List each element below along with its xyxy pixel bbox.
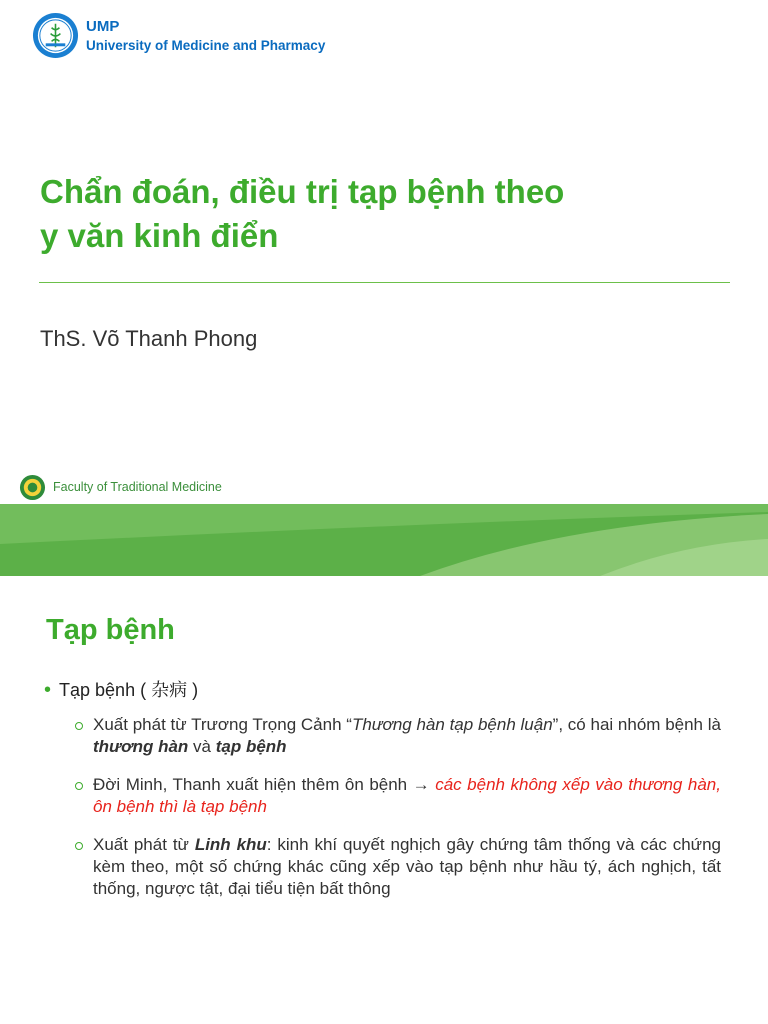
author-name: ThS. Võ Thanh Phong (40, 326, 258, 351)
sub1-text-2: ”, có hai nhóm bệnh là (552, 715, 721, 734)
sub1-term-tap-benh: tạp bệnh (215, 737, 287, 756)
sub-bullet-origin (93, 714, 721, 758)
content-slide (0, 576, 768, 1024)
slide-title-line-2: y văn kinh điển (40, 217, 279, 254)
faculty-name: Faculty of Traditional Medicine (53, 480, 222, 494)
slide-title (40, 170, 730, 258)
org-name: University of Medicine and Pharmacy (86, 38, 326, 53)
sub2-highlight: các bệnh không xếp vào thương hàn, ôn bệnh thì là tạp bệnh (93, 775, 721, 816)
sub1-text-3: và (188, 737, 216, 756)
circle-bullet-icon (75, 722, 83, 730)
right-arrow-icon: → (412, 775, 430, 794)
slide-title-line-1: Chẩn đoán, điều trị tạp bệnh theo (40, 173, 565, 210)
bullet-item (44, 676, 198, 702)
circle-bullet-icon (75, 842, 83, 850)
org-abbreviation: UMP (86, 18, 120, 35)
sub1-term-thuong-han: thương hàn (93, 737, 189, 756)
decorative-green-band (0, 504, 768, 576)
section-title: Tạp bệnh (46, 614, 175, 646)
sub2-text-1: Đời Minh, Thanh xuất hiện thêm ôn bệnh (93, 775, 413, 794)
faculty-logo-icon (19, 474, 46, 501)
sub3-book-linh-khu: Linh khu (194, 835, 267, 854)
bullet-dot-icon: • (44, 679, 52, 701)
circle-bullet-icon (75, 782, 83, 790)
sub-bullet-linh-khu (93, 834, 721, 900)
title-divider (39, 282, 730, 283)
sub1-text-1: Xuất phát từ Trương Trọng Cảnh “ (93, 715, 352, 734)
ump-logo-icon (32, 12, 79, 59)
bullet-text: Tạp bệnh ( 杂病 ) (59, 680, 199, 700)
sub3-text-1: Xuất phát từ (93, 835, 195, 854)
sub-bullet-ming-qing (93, 774, 721, 818)
sub1-book-title: Thương hàn tạp bệnh luận (351, 715, 553, 734)
sub3-text-2: : kinh khí quyết nghịch gây chứng tâm thống và các chứng kèm theo, một số chứng khác cũng xếp vào tạp bệnh như hầu tý, ách nghịch, tất thống, ngược tật, đại tiểu tiện bất thông (93, 835, 721, 898)
